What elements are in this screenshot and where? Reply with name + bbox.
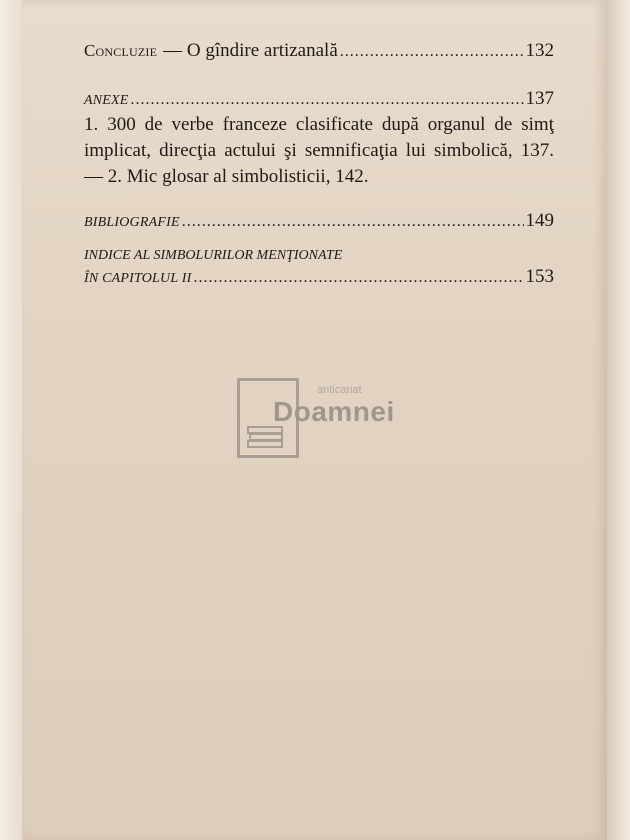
toc-entry-label: Concluzie xyxy=(84,41,158,60)
toc-entry-label: BIBLIOGRAFIE xyxy=(84,215,180,230)
toc-entry-title: — O gîndire artizanală xyxy=(163,40,338,61)
toc-entry-label-line1: INDICE AL SIMBOLURILOR MENŢIONATE xyxy=(84,248,343,263)
toc-entry-bibliografie[interactable] xyxy=(84,210,554,232)
toc-entry-page: 153 xyxy=(525,266,554,287)
toc-entry-anexe[interactable] xyxy=(84,88,554,190)
leader-dots xyxy=(131,91,524,109)
book-spine xyxy=(0,0,22,840)
watermark-logo xyxy=(237,378,427,462)
watermark-big-text: Doamnei xyxy=(273,396,395,427)
toc-entry-label-line2: ÎN CAPITOLUL II xyxy=(84,271,192,286)
toc-entry-label: ANEXE xyxy=(84,93,129,108)
toc-entry-description: 1. 300 de verbe franceze clasificate după organul de simţ implicat, direcţia actului şi semnificaţia lui simbolică, 137. — 2. Mic glosar al simbolisticii, 142. xyxy=(84,114,554,187)
toc-entry-indice[interactable] xyxy=(84,246,554,288)
watermark-small-text: anticariat xyxy=(317,384,362,396)
toc-entry-page: 149 xyxy=(525,210,554,231)
table-of-contents xyxy=(84,40,554,288)
leader-dots xyxy=(340,43,524,61)
leader-dots xyxy=(194,269,524,287)
page-edge xyxy=(607,0,630,840)
toc-entry-concluzie[interactable] xyxy=(84,40,554,62)
leader-dots xyxy=(182,213,524,231)
toc-entry-page: 137 xyxy=(525,88,554,109)
toc-entry-page: 132 xyxy=(525,40,554,61)
